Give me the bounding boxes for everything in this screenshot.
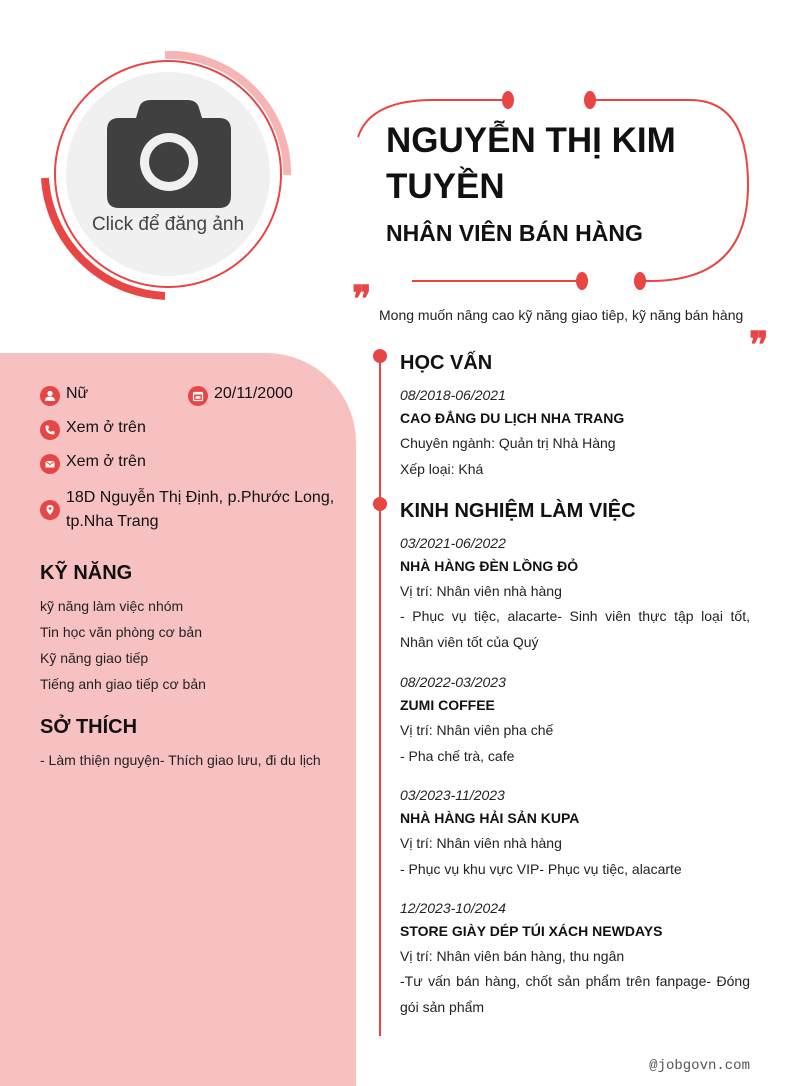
birthday-value: 20/11/2000	[214, 385, 293, 402]
camera-icon	[107, 100, 231, 208]
experience-company: STORE GIÀY DÉP TÚI XÁCH NEWDAYS	[400, 923, 663, 939]
email-row	[40, 453, 146, 474]
education-title: HỌC VẤN	[400, 352, 493, 374]
career-objective: Mong muốn nâng cao kỹ năng giao tiêp, kỹ năng bán hàng	[379, 307, 744, 323]
location-pin-icon	[40, 500, 60, 520]
experience-desc: -Tư vấn bán hàng, chốt sản phẩm trên fanpage- Đóng gói sản phẩm	[400, 973, 750, 1015]
hobbies-text: - Làm thiện nguyện- Thích giao lưu, đi du lịch	[40, 752, 321, 768]
experience-position: Vị trí: Nhân viên nhà hàng	[400, 835, 562, 851]
timeline-dot	[373, 349, 387, 363]
job-title: NHÂN VIÊN BÁN HÀNG	[386, 220, 643, 246]
hobbies-title: SỞ THÍCH	[40, 716, 138, 738]
timeline-line	[379, 356, 381, 1036]
experience-desc: - Phục vụ khu vực VIP- Phục vụ tiệc, alacarte	[400, 861, 682, 877]
experience-title: KINH NGHIỆM LÀM VIỆC	[400, 500, 636, 522]
experience-company: NHÀ HÀNG ĐÈN LỒNG ĐỎ	[400, 558, 579, 574]
gender-value: Nữ	[66, 385, 89, 402]
education-major: Chuyên ngành: Quản trị Nhà Hàng	[400, 435, 616, 451]
education-school: CAO ĐẲNG DU LỊCH NHA TRANG	[400, 410, 625, 426]
quote-close-icon: ❞	[749, 324, 769, 366]
experience-date: 08/2022-03/2023	[400, 674, 506, 690]
name-line-1: NGUYỄN THỊ KIM	[386, 121, 676, 160]
skill-item: kỹ năng làm việc nhóm	[40, 598, 184, 614]
experience-company: NHÀ HÀNG HẢI SẢN KUPA	[400, 810, 580, 826]
candidate-name	[386, 118, 726, 210]
avatar-upload-label: Click để đăng ảnh	[91, 214, 245, 235]
address-value: 18D Nguyễn Thị Định, p.Phước Long, tp.Nha Trang	[66, 489, 335, 530]
birthday-row	[188, 385, 293, 406]
name-line-2: TUYỀN	[386, 167, 505, 206]
experience-desc: - Phục vụ tiệc, alacarte- Sinh viên thực tập loại tốt, Nhân viên tốt của Quý	[400, 608, 750, 650]
email-value: Xem ở trên	[66, 453, 146, 470]
education-grade: Xếp loại: Khá	[400, 461, 484, 477]
gender-row	[40, 385, 88, 406]
address-row	[40, 486, 334, 534]
quote-open-icon: ❞	[352, 278, 372, 320]
experience-position: Vị trí: Nhân viên pha chế	[400, 722, 554, 738]
skills-title: KỸ NĂNG	[40, 562, 133, 584]
avatar-upload[interactable]	[38, 48, 298, 308]
phone-value: Xem ở trên	[66, 419, 146, 436]
experience-company: ZUMI COFFEE	[400, 697, 495, 713]
experience-date: 12/2023-10/2024	[400, 900, 506, 916]
skill-item: Tin học văn phòng cơ bản	[40, 624, 202, 640]
watermark: @jobgovn.com	[649, 1058, 750, 1074]
skill-item: Kỹ năng giao tiếp	[40, 650, 149, 666]
timeline-dot	[373, 497, 387, 511]
user-icon	[40, 386, 60, 406]
experience-position: Vị trí: Nhân viên nhà hàng	[400, 583, 562, 599]
experience-date: 03/2021-06/2022	[400, 535, 506, 551]
experience-position: Vị trí: Nhân viên bán hàng, thu ngân	[400, 948, 625, 964]
email-icon	[40, 454, 60, 474]
phone-row	[40, 419, 146, 440]
experience-desc: - Pha chế trà, cafe	[400, 748, 515, 764]
calendar-icon	[188, 386, 208, 406]
phone-icon	[40, 420, 60, 440]
education-date: 08/2018-06/2021	[400, 387, 506, 403]
skill-item: Tiếng anh giao tiếp cơ bản	[40, 676, 206, 692]
experience-date: 03/2023-11/2023	[400, 787, 505, 803]
